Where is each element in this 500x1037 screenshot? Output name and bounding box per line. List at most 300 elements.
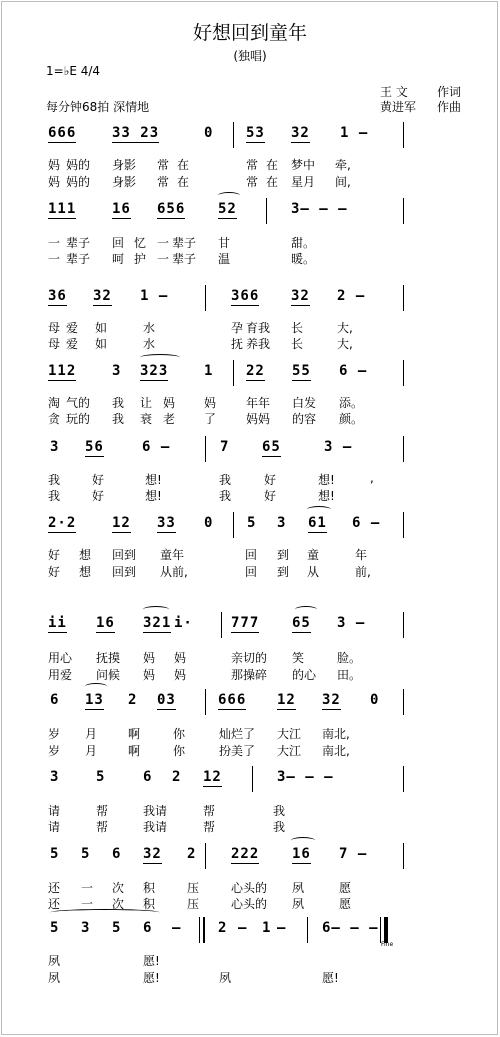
lyric-syllable: 我 xyxy=(48,473,61,487)
note-group: 3 xyxy=(50,769,60,785)
notation-line xyxy=(0,612,500,640)
lyric-syllable: 护 xyxy=(134,252,147,266)
lyric-syllable: 脸。 xyxy=(337,651,362,665)
lyric-verse-2 xyxy=(0,410,500,424)
lyric-syllable: 请 xyxy=(48,820,61,834)
note-group: 3— — — xyxy=(291,201,348,217)
lyric-syllable: 请 xyxy=(48,804,61,818)
lyric-syllable: 我 xyxy=(273,804,286,818)
note-group: i· xyxy=(174,615,193,631)
lyric-syllable: 用爱 xyxy=(48,668,73,682)
lyric-syllable: 在 xyxy=(266,175,279,189)
lyric-syllable: 愿! xyxy=(322,971,339,985)
lyric-syllable: 暖。 xyxy=(291,252,316,266)
lyric-syllable: 母 xyxy=(48,321,61,335)
bar-line xyxy=(403,689,404,715)
lyric-syllable: 帮 xyxy=(203,820,216,834)
composer-role: 作曲 xyxy=(437,100,462,114)
lyric-syllable: 妈 xyxy=(48,175,61,189)
lyric-syllable: 了 xyxy=(204,412,217,426)
notation-line xyxy=(0,512,500,540)
lyric-syllable: 童年 xyxy=(160,548,185,562)
lyric-syllable: 养我 xyxy=(246,337,271,351)
lyric-syllable: 南北, xyxy=(322,727,350,741)
lyric-syllable: 月 xyxy=(85,727,98,741)
note-group: 32 xyxy=(143,846,162,862)
note-group: 22 xyxy=(246,363,265,379)
note-group: 777 xyxy=(231,615,260,631)
lyric-syllable: 大江 xyxy=(277,744,302,758)
note-group: 321 xyxy=(143,615,172,631)
lyric-syllable: 在 xyxy=(266,158,279,172)
lyric-syllable: 长 xyxy=(291,337,304,351)
note-group: 65 xyxy=(262,439,281,455)
lyric-syllable: 忆 xyxy=(134,236,147,250)
note-group: 6 xyxy=(143,920,153,936)
bar-line xyxy=(403,198,404,224)
note-group: 6 — xyxy=(352,515,381,531)
note-group: 2 — xyxy=(337,288,366,304)
lyric-syllable: 我 xyxy=(48,489,61,503)
lyric-syllable: 我请 xyxy=(143,804,168,818)
bar-line xyxy=(403,122,404,148)
bar-line xyxy=(205,843,206,869)
lyric-syllable: 到 xyxy=(277,548,290,562)
slur-mark xyxy=(50,909,160,916)
bar-line xyxy=(380,917,381,943)
note-group: 5 xyxy=(247,515,257,531)
lyric-syllable: 回到 xyxy=(112,565,137,579)
note-group: 6 — xyxy=(339,363,368,379)
lyric-syllable: 甜。 xyxy=(291,236,316,250)
lyric-syllable: 帮 xyxy=(203,804,216,818)
note-group: 56 xyxy=(85,439,104,455)
lyric-syllable: 一 xyxy=(48,252,61,266)
note-group: 16 xyxy=(292,846,311,862)
lyric-syllable: 我 xyxy=(219,473,232,487)
note-group: 5 xyxy=(50,846,60,862)
lyric-verse-1 xyxy=(0,879,500,893)
notation-line xyxy=(0,917,500,948)
note-group: 3 xyxy=(277,515,287,531)
lyric-syllable: 抚摸 xyxy=(96,651,121,665)
lyric-syllable: 衰 xyxy=(140,412,153,426)
tempo-marking: 每分钟68拍 深情地 xyxy=(46,100,150,114)
fine-marking: Fine xyxy=(381,941,394,948)
note-group: — xyxy=(277,920,287,936)
note-group: 3 xyxy=(112,363,122,379)
note-group: 111 xyxy=(48,201,77,217)
notation-line xyxy=(0,198,500,226)
note-group: 2·2 xyxy=(48,515,77,531)
note-group: 656 xyxy=(157,201,186,217)
note-group: 12 xyxy=(203,769,222,785)
lyric-syllable: 一 xyxy=(48,236,61,250)
note-group: — xyxy=(238,920,248,936)
note-group: 222 xyxy=(231,846,260,862)
lyric-syllable: 好 xyxy=(264,473,277,487)
lyric-syllable: 回 xyxy=(112,236,125,250)
lyric-syllable: 好 xyxy=(48,548,61,562)
final-bar-line xyxy=(384,917,388,943)
note-group: 32 xyxy=(291,288,310,304)
lyric-syllable: 我 xyxy=(112,396,125,410)
bar-line xyxy=(403,285,404,311)
lyric-verse-2 xyxy=(0,666,500,680)
lyric-syllable: 妈 xyxy=(174,651,187,665)
lyric-syllable: 大江 xyxy=(277,727,302,741)
lyricist-role: 作词 xyxy=(437,85,462,99)
lyric-syllable: 想 xyxy=(79,565,92,579)
note-group: 1 — xyxy=(340,125,369,141)
note-group: 3 — xyxy=(337,615,366,631)
lyric-syllable: 育我 xyxy=(246,321,271,335)
lyric-syllable: 妈 xyxy=(143,668,156,682)
lyric-syllable: 身影 xyxy=(112,158,137,172)
note-group: 0 xyxy=(204,125,214,141)
lyric-syllable: 白发 xyxy=(292,396,317,410)
note-group: 12 xyxy=(112,515,131,531)
notation-line xyxy=(0,285,500,313)
lyric-syllable: 愿 xyxy=(339,897,352,911)
lyric-syllable: 妈的 xyxy=(66,158,91,172)
lyric-syllable: 啊 xyxy=(128,727,141,741)
note-group: 7 — xyxy=(339,846,368,862)
note-group: 112 xyxy=(48,363,77,379)
note-group: — xyxy=(172,920,182,936)
lyric-verse-1 xyxy=(0,952,500,966)
lyric-syllable: 如 xyxy=(95,321,108,335)
note-group: 666 xyxy=(218,692,247,708)
lyric-syllable: 南北, xyxy=(322,744,350,758)
lyric-syllable: 颜。 xyxy=(339,412,364,426)
lyric-syllable: 想! xyxy=(318,489,335,503)
lyric-syllable: 帮 xyxy=(96,804,109,818)
note-group: 366 xyxy=(231,288,260,304)
lyric-syllable: 常 xyxy=(157,175,170,189)
lyric-syllable: 我 xyxy=(112,412,125,426)
note-group: 1 xyxy=(204,363,214,379)
lyric-syllable: 长 xyxy=(291,321,304,335)
note-group: ii xyxy=(48,615,67,631)
lyric-syllable: 妈 xyxy=(204,396,217,410)
lyric-syllable: 想! xyxy=(145,489,162,503)
lyric-syllable: 妈 xyxy=(163,396,176,410)
lyric-syllable: 心头的 xyxy=(231,881,268,895)
lyric-verse-1 xyxy=(0,471,500,485)
lyric-syllable: 夙 xyxy=(292,897,305,911)
lyric-syllable: 辈子 xyxy=(66,252,91,266)
lyric-verse-2 xyxy=(0,563,500,577)
note-group: 3 — xyxy=(324,439,353,455)
bar-line xyxy=(199,917,200,943)
note-group: 1 xyxy=(262,920,272,936)
lyric-syllable: 水 xyxy=(143,337,156,351)
lyric-verse-1 xyxy=(0,394,500,408)
lyric-syllable: 愿! xyxy=(143,971,160,985)
lyric-syllable: 次 xyxy=(112,897,125,911)
lyric-verse-2 xyxy=(0,250,500,264)
lyric-syllable: 玩的 xyxy=(66,412,91,426)
lyric-syllable: 啊 xyxy=(128,744,141,758)
lyric-verse-1 xyxy=(0,546,500,560)
bar-line xyxy=(403,612,404,638)
lyric-syllable: 还 xyxy=(48,881,61,895)
lyric-syllable: 妈妈 xyxy=(246,412,271,426)
lyric-syllable: 辈子 xyxy=(172,252,197,266)
lyric-syllable: 甘 xyxy=(218,236,231,250)
lyric-syllable: 到 xyxy=(277,565,290,579)
note-group: 55 xyxy=(292,363,311,379)
lyric-syllable: 梦中 xyxy=(291,158,316,172)
notation-line xyxy=(0,436,500,464)
lyric-syllable: 如 xyxy=(95,337,108,351)
lyricist-name: 王 文 xyxy=(380,85,408,99)
lyric-syllable: 心头的 xyxy=(231,897,268,911)
lyric-syllable: 爱 xyxy=(66,337,79,351)
note-group: 323 xyxy=(140,363,169,379)
lyric-syllable: 淘 xyxy=(48,396,61,410)
bar-line xyxy=(403,843,404,869)
lyric-syllable: 扮美了 xyxy=(219,744,256,758)
composer-name: 黄进军 xyxy=(380,100,417,114)
lyric-syllable: 好 xyxy=(48,565,61,579)
lyric-syllable: 老 xyxy=(163,412,176,426)
lyric-syllable: , xyxy=(370,471,374,485)
lyric-syllable: 妈的 xyxy=(66,175,91,189)
lyric-syllable: 常 xyxy=(246,158,259,172)
lyric-syllable: 夙 xyxy=(292,881,305,895)
lyric-syllable: 妈 xyxy=(48,158,61,172)
note-group: 52 xyxy=(218,201,237,217)
notation-line xyxy=(0,122,500,150)
note-group: 33 xyxy=(157,515,176,531)
note-group: 1 — xyxy=(140,288,169,304)
lyric-verse-1 xyxy=(0,649,500,663)
song-title: 好想回到童年 xyxy=(192,22,307,44)
lyric-syllable: 童 xyxy=(307,548,320,562)
bar-line xyxy=(252,766,253,792)
lyric-syllable: 想! xyxy=(145,473,162,487)
lyric-syllable: 水 xyxy=(143,321,156,335)
notation-line xyxy=(0,689,500,717)
lyric-syllable: 好 xyxy=(92,473,105,487)
note-group: 5 xyxy=(50,920,60,936)
lyric-syllable: 呵 xyxy=(112,252,125,266)
lyric-syllable: 年年 xyxy=(246,396,271,410)
note-group: 36 xyxy=(48,288,67,304)
bar-line xyxy=(205,285,206,311)
lyric-syllable: 辈子 xyxy=(172,236,197,250)
lyric-syllable: 积 xyxy=(143,897,156,911)
lyric-syllable: 添。 xyxy=(339,396,364,410)
bar-line xyxy=(307,917,308,943)
note-group: 16 xyxy=(112,201,131,217)
lyric-syllable: 积 xyxy=(143,881,156,895)
lyric-syllable: 我请 xyxy=(143,820,168,834)
note-group: 0 xyxy=(370,692,380,708)
lyric-syllable: 那操碎 xyxy=(231,668,268,682)
lyric-syllable: 好 xyxy=(92,489,105,503)
lyric-syllable: 爱 xyxy=(66,321,79,335)
lyric-syllable: 母 xyxy=(48,337,61,351)
bar-line xyxy=(221,612,222,638)
lyric-syllable: 前, xyxy=(355,565,371,579)
bar-line xyxy=(403,436,404,462)
lyric-syllable: 用心 xyxy=(48,651,73,665)
lyric-verse-2 xyxy=(0,173,500,187)
lyric-syllable: 妈 xyxy=(143,651,156,665)
note-group: 32 xyxy=(93,288,112,304)
lyric-syllable: 岁 xyxy=(48,744,61,758)
note-group: 3— — — xyxy=(277,769,334,785)
lyric-syllable: 压 xyxy=(187,881,200,895)
note-group: 5 xyxy=(81,846,91,862)
lyric-syllable: 在 xyxy=(177,158,190,172)
note-group: 2 xyxy=(172,769,182,785)
note-group: 6— — — xyxy=(322,920,379,936)
lyric-syllable: 田。 xyxy=(337,668,362,682)
lyric-syllable: 孕 xyxy=(231,321,244,335)
key-signature: 1=♭E 4/4 xyxy=(46,64,101,78)
lyric-verse-1 xyxy=(0,802,500,816)
lyric-syllable: 岁 xyxy=(48,727,61,741)
note-group: 61 xyxy=(308,515,327,531)
bar-line xyxy=(403,360,404,386)
lyric-verse-2 xyxy=(0,818,500,832)
lyric-verse-2 xyxy=(0,335,500,349)
lyric-syllable: 想 xyxy=(79,548,92,562)
note-group: 6 xyxy=(50,692,60,708)
bar-line xyxy=(403,512,404,538)
lyric-syllable: 回 xyxy=(245,565,258,579)
lyric-syllable: 问候 xyxy=(96,668,121,682)
lyric-verse-2 xyxy=(0,487,500,501)
lyric-syllable: 一 xyxy=(81,897,94,911)
note-group: 32 xyxy=(291,125,310,141)
note-group: 0 xyxy=(204,515,214,531)
lyric-syllable: 夙 xyxy=(48,954,61,968)
lyric-syllable: 回到 xyxy=(112,548,137,562)
note-group: 3 xyxy=(50,439,60,455)
note-group: 666 xyxy=(48,125,77,141)
notation-line xyxy=(0,843,500,871)
lyric-syllable: 我 xyxy=(273,820,286,834)
song-subtitle: (独唱) xyxy=(233,49,267,63)
lyric-verse-2 xyxy=(0,742,500,756)
lyric-syllable: 一 xyxy=(157,236,170,250)
note-group: 6 — xyxy=(142,439,171,455)
lyric-syllable: 从 xyxy=(307,565,320,579)
lyric-syllable: 愿! xyxy=(143,954,160,968)
lyric-syllable: 常 xyxy=(157,158,170,172)
lyric-syllable: 星月 xyxy=(291,175,316,189)
bar-line xyxy=(233,360,234,386)
lyric-syllable: 气的 xyxy=(66,396,91,410)
lyric-syllable: 一 xyxy=(81,881,94,895)
bar-line xyxy=(266,198,267,224)
note-group: 32 xyxy=(322,692,341,708)
bar-line xyxy=(233,122,234,148)
lyric-syllable: 我 xyxy=(219,489,232,503)
lyric-syllable: 大, xyxy=(337,337,353,351)
lyric-syllable: 的心 xyxy=(292,668,317,682)
lyric-verse-1 xyxy=(0,156,500,170)
lyric-syllable: 在 xyxy=(177,175,190,189)
note-group: 6 xyxy=(112,846,122,862)
note-group: 33 23 xyxy=(112,125,160,141)
repeat-bar-line xyxy=(203,917,205,943)
note-group: 5 xyxy=(112,920,122,936)
lyric-syllable: 大, xyxy=(337,321,353,335)
lyric-syllable: 帮 xyxy=(96,820,109,834)
lyric-syllable: 从前, xyxy=(160,565,188,579)
note-group: 3 xyxy=(81,920,91,936)
lyric-syllable: 年 xyxy=(355,548,368,562)
lyric-syllable: 亲切的 xyxy=(231,651,268,665)
lyric-syllable: 让 xyxy=(140,396,153,410)
lyric-syllable: 夙 xyxy=(219,971,232,985)
note-group: 65 xyxy=(292,615,311,631)
lyric-syllable: 灿烂了 xyxy=(219,727,256,741)
lyric-syllable: 压 xyxy=(187,897,200,911)
notation-line xyxy=(0,360,500,388)
note-group: 5 xyxy=(96,769,106,785)
lyric-syllable: 的容 xyxy=(292,412,317,426)
lyric-syllable: 愿 xyxy=(339,881,352,895)
bar-line xyxy=(205,689,206,715)
note-group: 2 xyxy=(128,692,138,708)
note-group: 12 xyxy=(277,692,296,708)
lyric-syllable: 想! xyxy=(318,473,335,487)
lyric-verse-2 xyxy=(0,895,500,909)
note-group: 53 xyxy=(246,125,265,141)
lyric-syllable: 身影 xyxy=(112,175,137,189)
lyric-syllable: 温 xyxy=(218,252,231,266)
lyric-syllable: 贪 xyxy=(48,412,61,426)
note-group: 7 xyxy=(220,439,230,455)
lyric-verse-1 xyxy=(0,725,500,739)
lyric-syllable: 还 xyxy=(48,897,61,911)
lyric-syllable: 夙 xyxy=(48,971,61,985)
note-group: 03 xyxy=(157,692,176,708)
note-group: 16 xyxy=(96,615,115,631)
bar-line xyxy=(205,436,206,462)
note-group: 2 xyxy=(218,920,228,936)
lyric-verse-1 xyxy=(0,234,500,248)
bar-line xyxy=(233,512,234,538)
lyric-syllable: 笑 xyxy=(292,651,305,665)
lyric-syllable: 辈子 xyxy=(66,236,91,250)
lyric-syllable: 抚 xyxy=(231,337,244,351)
lyric-syllable: 月 xyxy=(85,744,98,758)
note-group: 6 xyxy=(143,769,153,785)
lyric-verse-2 xyxy=(0,969,500,983)
lyric-syllable: 间, xyxy=(335,175,351,189)
bar-line xyxy=(403,766,404,792)
lyric-syllable: 你 xyxy=(173,744,186,758)
lyric-syllable: 牵, xyxy=(335,158,351,172)
lyric-syllable: 你 xyxy=(173,727,186,741)
notation-line xyxy=(0,766,500,794)
lyric-syllable: 妈 xyxy=(174,668,187,682)
note-group: 13 xyxy=(85,692,104,708)
lyric-syllable: 回 xyxy=(245,548,258,562)
note-group: 2 xyxy=(187,846,197,862)
lyric-syllable: 常 xyxy=(246,175,259,189)
lyric-verse-1 xyxy=(0,319,500,333)
lyric-syllable: 次 xyxy=(112,881,125,895)
